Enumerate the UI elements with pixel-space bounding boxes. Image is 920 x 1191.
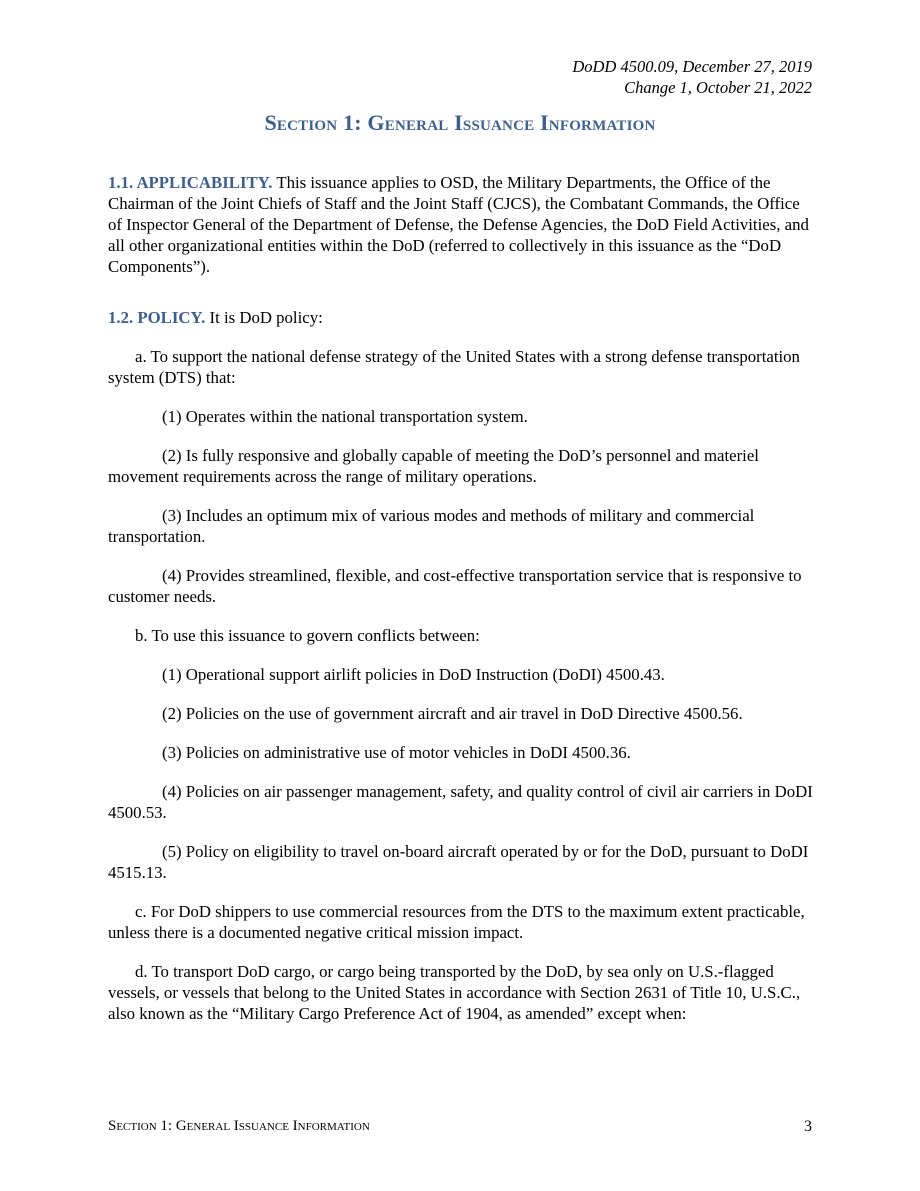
policy-item-a4: (4) Provides streamlined, flexible, and cost-effective transportation service that is responsive to customer needs. xyxy=(108,566,802,606)
policy-item-a: a. To support the national defense strategy of the United States with a strong defense transportation system (DTS) that: xyxy=(108,347,800,387)
heading-policy: 1.2. POLICY. xyxy=(108,308,206,327)
policy-item-d: d. To transport DoD cargo, or cargo being transported by the DoD, by sea only on U.S.-flagged vessels, or vessels that belong to the United States in accordance with Section 2631 of Title 10, U.S.C., also known as the “Military Cargo Preference Act of 1904, as amended” except when: xyxy=(108,962,801,1023)
page-number: 3 xyxy=(804,1118,812,1135)
policy-item-b3: (3) Policies on administrative use of motor vehicles in DoDI 4500.36. xyxy=(162,743,631,762)
heading-applicability: 1.1. APPLICABILITY. xyxy=(108,173,273,192)
policy-text: It is DoD policy: xyxy=(205,308,323,327)
policy-item-b5: (5) Policy on eligibility to travel on-board aircraft operated by or for the DoD, pursuant to DoDI 4515.13. xyxy=(108,842,809,882)
header-doc-id: DoDD 4500.09, December 27, 2019 xyxy=(572,57,812,76)
section-title: Section 1: General Issuance Information xyxy=(264,110,656,135)
policy-item-b1: (1) Operational support airlift policies in DoD Instruction (DoDI) 4500.43. xyxy=(162,665,665,684)
page-footer xyxy=(108,1118,812,1136)
policy-item-b4: (4) Policies on air passenger management, safety, and quality control of civil air carriers in DoDI 4500.53. xyxy=(108,782,813,822)
policy-item-c: c. For DoD shippers to use commercial resources from the DTS to the maximum extent practicable, unless there is a documented negative critical mission impact. xyxy=(108,902,805,942)
header-change: Change 1, October 21, 2022 xyxy=(624,78,812,97)
applicability-text: This issuance applies to OSD, the Military Departments, the Office of the Chairman of the Joint Chiefs of Staff and the Joint Staff (CJCS), the Combatant Commands, the Office of Inspector General of the Department of Defense, the Defense Agencies, the DoD Field Activities, and all other organizational entities within the DoD (referred to collectively in this issuance as the “DoD Components”). xyxy=(108,173,809,276)
paragraph-applicability xyxy=(108,172,814,277)
policy-item-b2: (2) Policies on the use of government aircraft and air travel in DoD Directive 4500.56. xyxy=(162,704,743,723)
document-body xyxy=(108,172,814,1042)
policy-item-b: b. To use this issuance to govern conflicts between: xyxy=(135,626,480,645)
policy-item-a1: (1) Operates within the national transportation system. xyxy=(162,407,528,426)
footer-section-title: Section 1: General Issuance Information xyxy=(108,1118,370,1134)
paragraph-policy xyxy=(108,307,814,328)
policy-item-a2: (2) Is fully responsive and globally capable of meeting the DoD’s personnel and materiel movement requirements across the range of military operations. xyxy=(108,446,759,486)
policy-item-a3: (3) Includes an optimum mix of various modes and methods of military and commercial transportation. xyxy=(108,506,755,546)
document-header xyxy=(572,56,812,98)
